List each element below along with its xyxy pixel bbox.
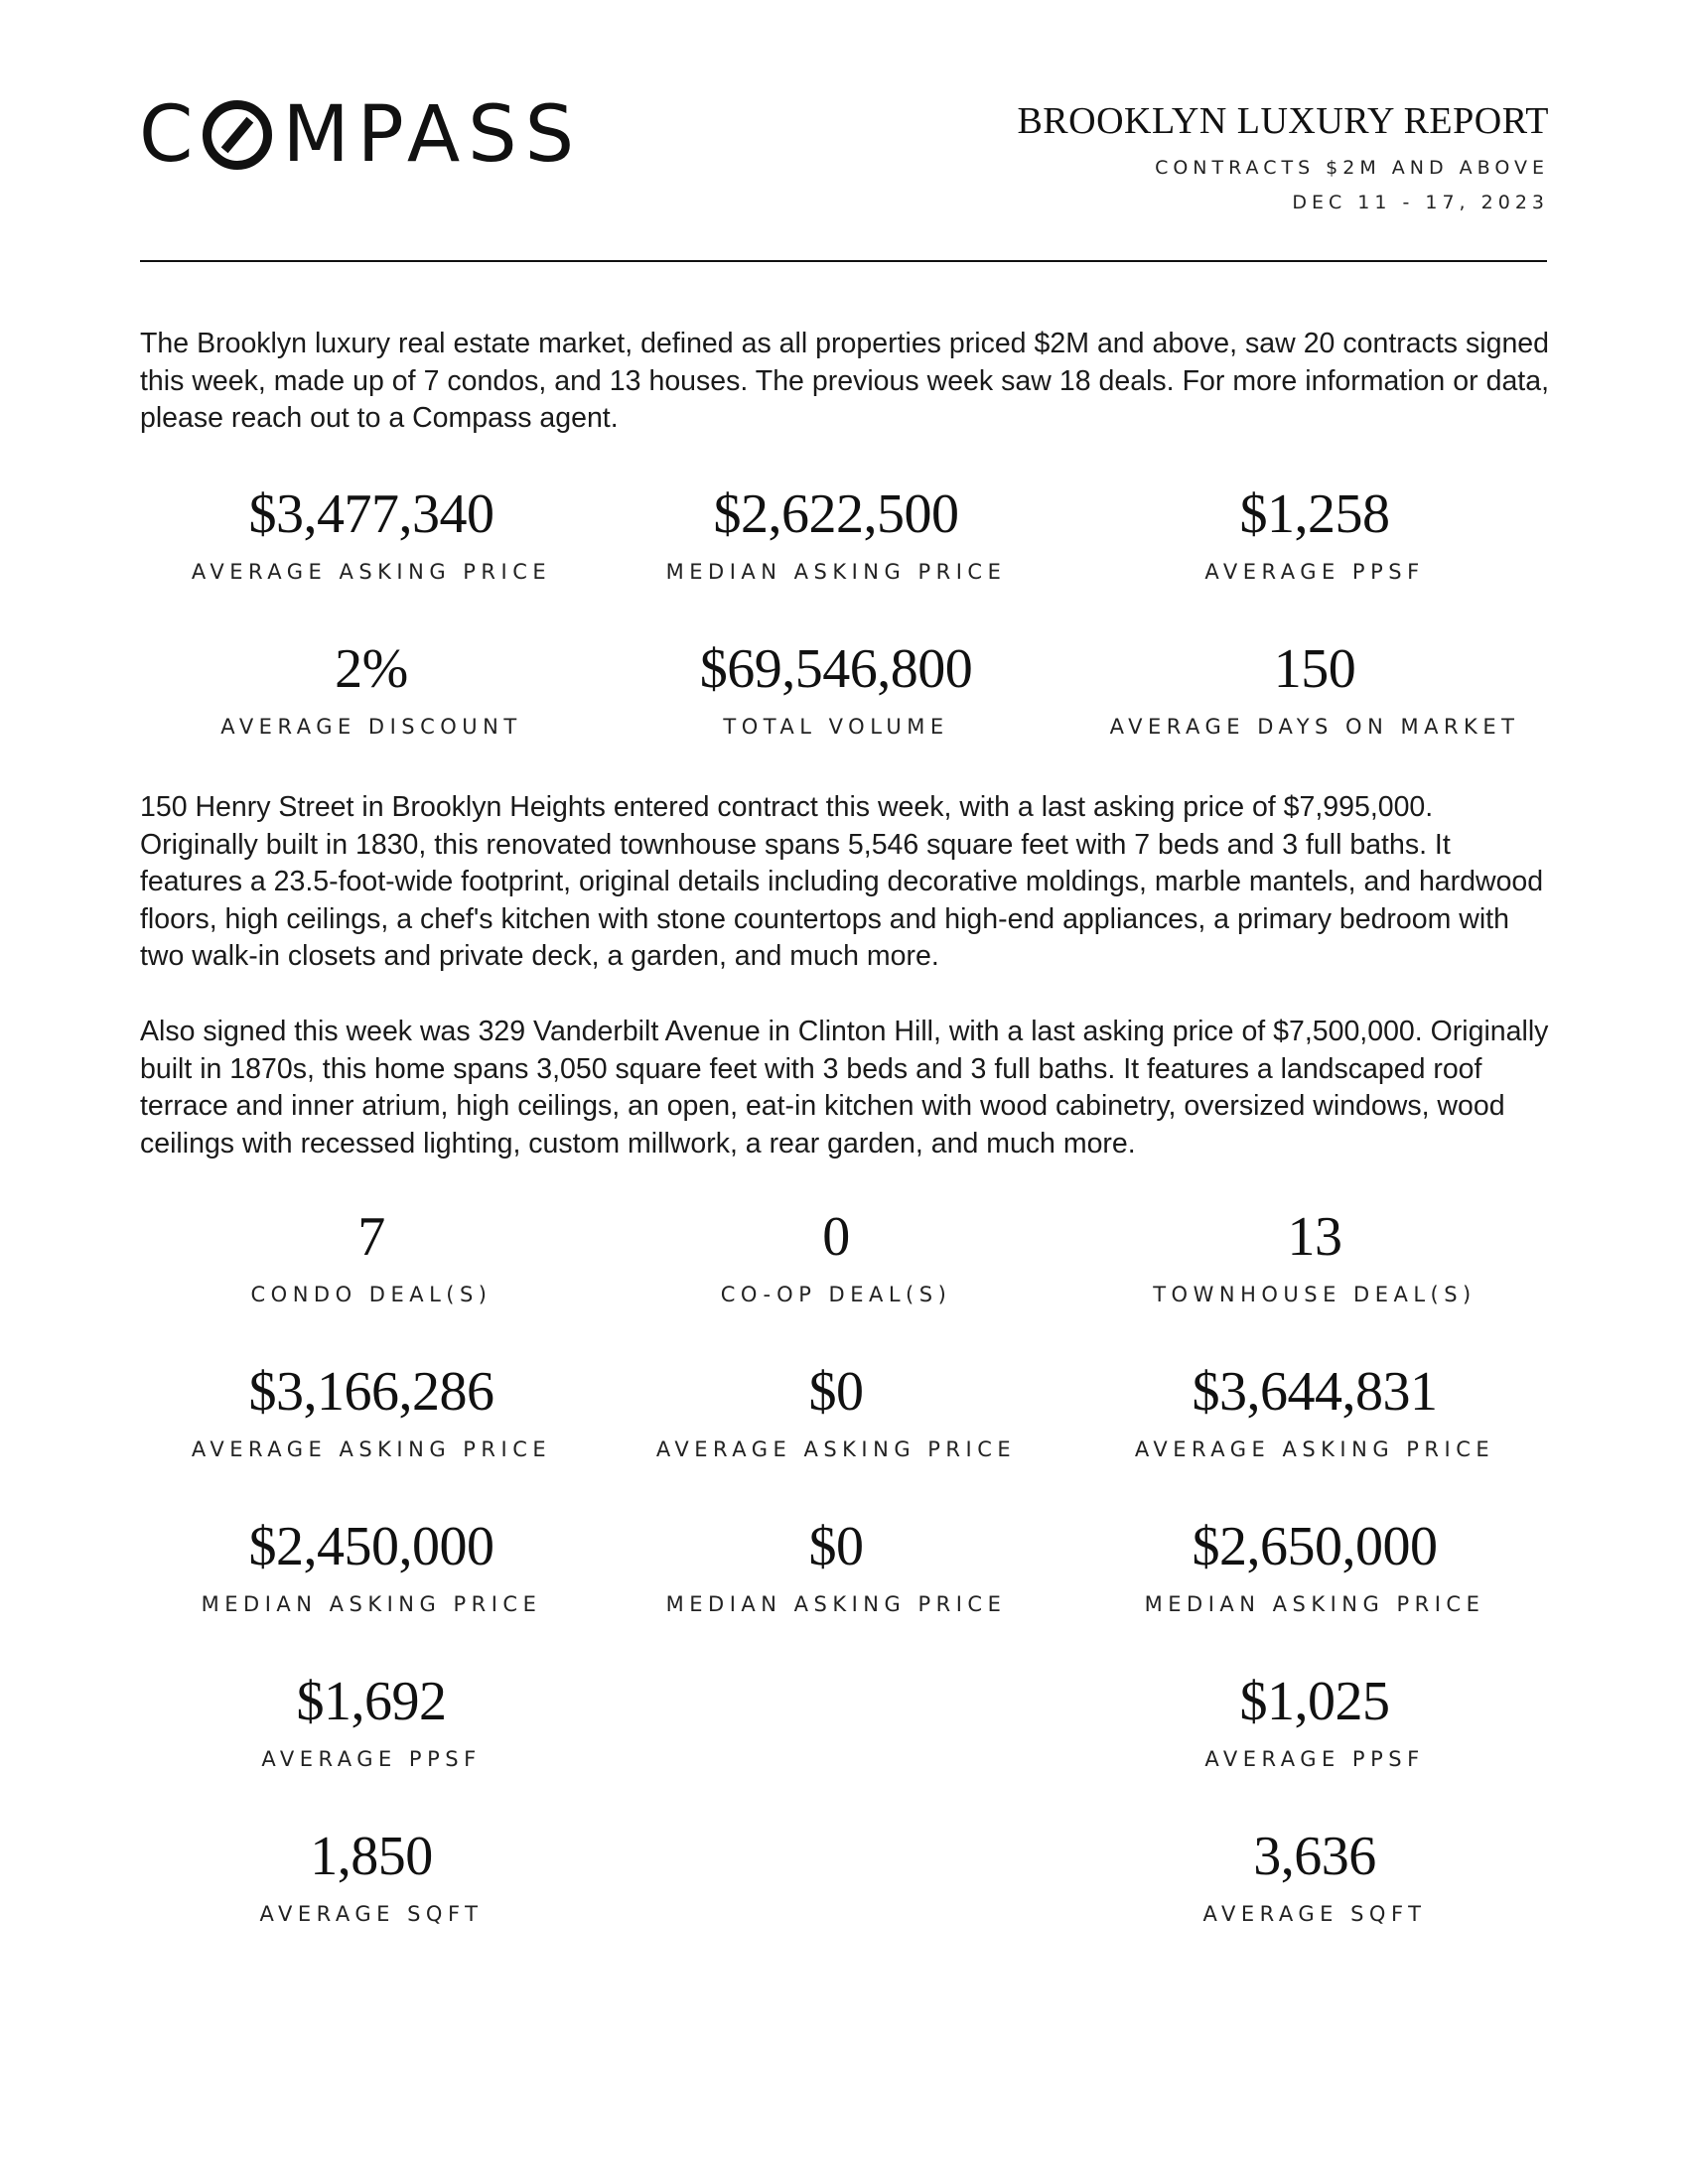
stat-value: 13 <box>1287 1206 1342 1268</box>
stat-average-asking-price <box>143 482 600 584</box>
stat-label: AVERAGE ASKING PRICE <box>191 1437 552 1461</box>
condo-median-asking-price <box>143 1515 600 1616</box>
stat-label: AVERAGE PPSF <box>1204 1747 1425 1771</box>
highlight-paragraph: Also signed this week was 329 Vanderbilt Avenue in Clinton Hill, with a last asking price of $7,500,000. Originally built in 1870s, this home spans 3,050 square feet with 3 beds and 3 full baths. It features a landscaped roof terrace and inner atrium, high ceilings, an open, eat-in kitchen with wood cabinetry, oversized windows, wood ceilings with recessed lighting, custom millwork, a rear garden, and much more. <box>140 1016 1549 1160</box>
condo-average-ppsf <box>143 1670 600 1771</box>
stat-label: AVERAGE DAYS ON MARKET <box>1109 715 1520 739</box>
report-title: BROOKLYN LUXURY REPORT <box>1017 100 1549 142</box>
stat-label: AVERAGE SQFT <box>259 1902 484 1926</box>
stat-label: AVERAGE PPSF <box>261 1747 482 1771</box>
stat-value: $0 <box>808 1361 864 1423</box>
stat-label: CO-OP DEAL(S) <box>720 1283 952 1306</box>
stat-value: $2,622,500 <box>713 483 959 545</box>
stat-label: MEDIAN ASKING PRICE <box>1144 1592 1485 1616</box>
stat-label: AVERAGE ASKING PRICE <box>191 560 552 584</box>
stat-value: 150 <box>1273 638 1356 700</box>
stat-value: 7 <box>357 1206 385 1268</box>
stat-value: $1,025 <box>1239 1671 1390 1732</box>
condo-deals <box>143 1205 600 1306</box>
townhouse-average-asking-price <box>1086 1360 1543 1461</box>
stat-label: AVERAGE DISCOUNT <box>220 715 522 739</box>
coop-deals <box>608 1205 1064 1306</box>
report-subtitle: CONTRACTS $2M AND ABOVE <box>1155 157 1549 179</box>
stat-label: MEDIAN ASKING PRICE <box>201 1592 542 1616</box>
header-divider <box>140 260 1547 262</box>
stat-value: $3,644,831 <box>1192 1361 1438 1423</box>
stat-value: 0 <box>822 1206 850 1268</box>
stat-value: $2,450,000 <box>248 1516 494 1577</box>
stat-value: $3,477,340 <box>248 483 494 545</box>
stat-average-discount <box>143 637 600 739</box>
stat-value: $69,546,800 <box>699 638 973 700</box>
report-date-range: DEC 11 - 17, 2023 <box>1292 192 1549 213</box>
stat-value: 3,636 <box>1253 1826 1376 1887</box>
highlight-paragraph: 150 Henry Street in Brooklyn Heights entered contract this week, with a last asking price of $7,995,000. Originally built in 1830, this renovated townhouse spans 5,546 square feet with 7 beds and 3 full baths. It features a 23.5-foot-wide footprint, original details including decorative moldings, marble mantels, and hardwood floors, high ceilings, a chef's kitchen with stone countertops and high-end appliances, a primary bedroom with two walk-in closets and private deck, a garden, and much more. <box>140 791 1544 972</box>
coop-median-asking-price <box>608 1515 1064 1616</box>
townhouse-average-ppsf <box>1086 1670 1543 1771</box>
stat-label: AVERAGE SQFT <box>1202 1902 1427 1926</box>
stat-value: 1,850 <box>310 1826 433 1887</box>
stat-total-volume <box>608 637 1064 739</box>
compass-logo: C MPASS <box>139 90 583 180</box>
stat-label: MEDIAN ASKING PRICE <box>665 560 1007 584</box>
stat-label: AVERAGE PPSF <box>1204 560 1425 584</box>
stat-average-ppsf <box>1086 482 1543 584</box>
stat-value: $1,692 <box>296 1671 447 1732</box>
stat-label: MEDIAN ASKING PRICE <box>665 1592 1007 1616</box>
stat-value: $1,258 <box>1239 483 1390 545</box>
stat-value: $2,650,000 <box>1192 1516 1438 1577</box>
condo-average-sqft <box>143 1825 600 1926</box>
intro-paragraph: The Brooklyn luxury real estate market, defined as all properties priced $2M and above, saw 20 contracts signed this week, made up of 7 condos, and 13 houses. The previous week saw 18 deals. For more information or data, please reach out to a Compass agent. <box>140 328 1549 434</box>
stat-average-days-on-market <box>1086 637 1543 739</box>
stat-label: AVERAGE ASKING PRICE <box>655 1437 1017 1461</box>
stat-value: $3,166,286 <box>248 1361 494 1423</box>
stat-label: TOWNHOUSE DEAL(S) <box>1153 1283 1477 1306</box>
condo-average-asking-price <box>143 1360 600 1461</box>
stat-label: TOTAL VOLUME <box>723 715 949 739</box>
townhouse-deals <box>1086 1205 1543 1306</box>
stat-value: $0 <box>808 1516 864 1577</box>
coop-average-asking-price <box>608 1360 1064 1461</box>
stat-label: CONDO DEAL(S) <box>250 1283 492 1306</box>
stat-median-asking-price <box>608 482 1064 584</box>
townhouse-average-sqft <box>1086 1825 1543 1926</box>
townhouse-median-asking-price <box>1086 1515 1543 1616</box>
stat-label: AVERAGE ASKING PRICE <box>1134 1437 1495 1461</box>
compass-o-icon <box>203 100 272 170</box>
stat-value: 2% <box>335 638 408 700</box>
